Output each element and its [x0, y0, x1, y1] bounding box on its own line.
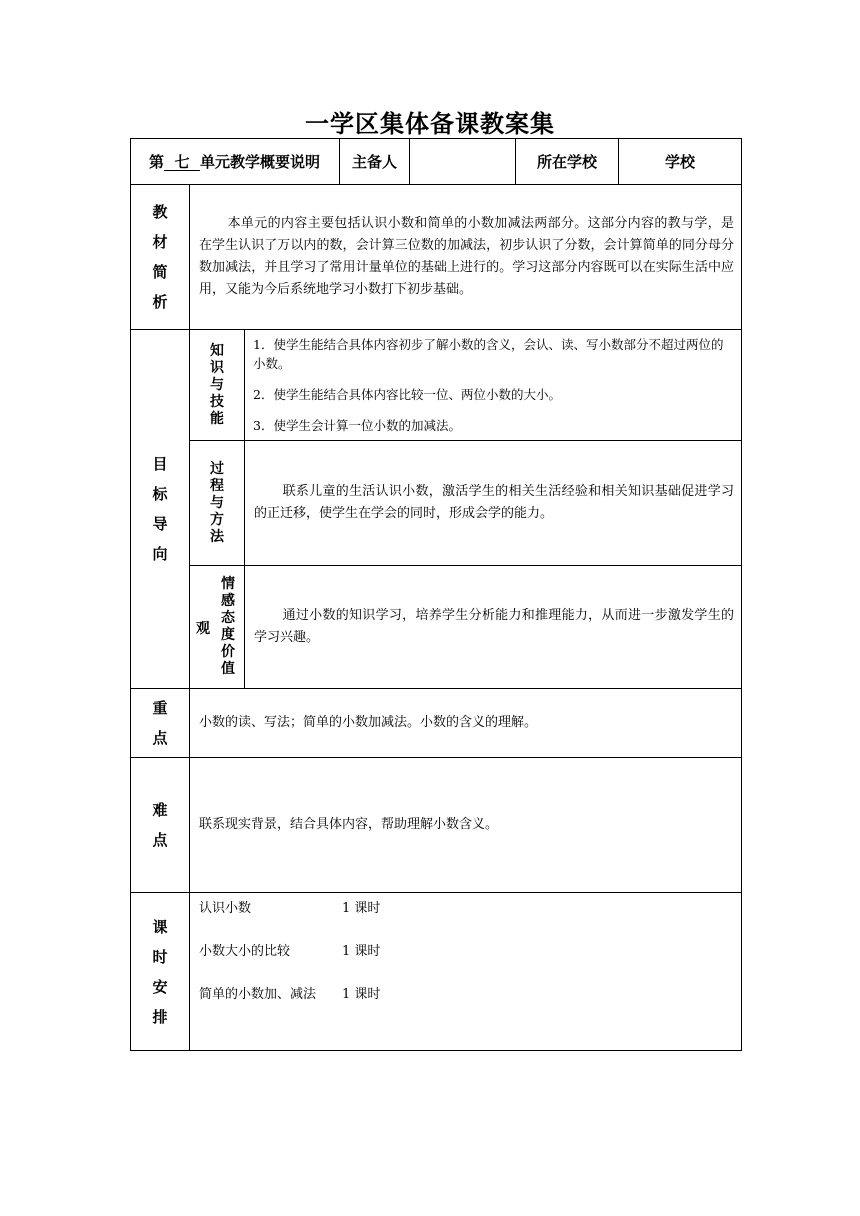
goal-knowledge-row [131, 330, 742, 441]
knowledge-label: 知识与技能 [209, 342, 224, 427]
schedule-item-hours: 1 课时 [342, 901, 381, 916]
difficulties-label-cell [131, 758, 190, 893]
emotion-label-extra: 观 [196, 621, 210, 637]
schedule-item-name: 认识小数 [199, 901, 252, 916]
difficulties-text: 联系现实背景，结合具体内容，帮助理解小数含义。 [190, 758, 742, 893]
schedule-item-hours: 1 课时 [342, 944, 381, 959]
key-points-label: 重点 [152, 699, 168, 747]
lesson-plan-table [130, 138, 742, 1051]
key-points-label-cell [131, 689, 190, 758]
goal-emotion-row [131, 566, 742, 689]
schedule-label: 课时安排 [152, 917, 168, 1026]
preparer-label: 主备人 [340, 139, 410, 185]
emotion-label: 情感态度价值 [220, 576, 235, 677]
knowledge-item: 2．使学生能结合具体内容比较一位、两位小数的大小。 [253, 387, 561, 402]
schedule-item [199, 940, 741, 983]
process-label: 过程与方法 [209, 460, 224, 545]
knowledge-item: 1．使学生能结合具体内容初步了解小数的含义，会认、读、写小数部分不超过两位的小数。 [253, 337, 724, 371]
preparer-value [410, 139, 516, 185]
schedule-item [199, 897, 741, 940]
material-row [131, 185, 742, 330]
key-points-row [131, 689, 742, 758]
unit-prefix: 第 [149, 153, 165, 171]
knowledge-label-cell [190, 330, 245, 441]
knowledge-item: 3．使学生会计算一位小数的加减法。 [253, 418, 461, 433]
process-text: 联系儿童的生活认识小数，激活学生的相关生活经验和相关知识基础促进学习的正迁移，使学生在学会的同时，形成会学的能力。 [245, 441, 742, 566]
goals-label: 目标导向 [152, 455, 168, 563]
unit-suffix: 单元教学概要说明 [199, 153, 320, 171]
emotion-label-cell [190, 566, 245, 689]
material-label: 教材简析 [152, 203, 168, 311]
key-points-text: 小数的读、写法；简单的小数加减法。小数的含义的理解。 [190, 689, 742, 758]
emotion-text: 通过小数的知识学习，培养学生分析能力和推理能力，从而进一步激发学生的学习兴趣。 [245, 566, 742, 689]
document-title: 一学区集体备课教案集 [305, 110, 555, 138]
difficulties-label: 难点 [152, 801, 168, 849]
schedule-list [190, 893, 742, 1051]
unit-number: 七 [174, 153, 190, 171]
schedule-item [199, 983, 741, 1026]
difficulties-row [131, 758, 742, 893]
material-label-cell [131, 185, 190, 330]
schedule-item-hours: 1 课时 [342, 987, 381, 1002]
unit-cell [131, 139, 340, 185]
schedule-row [131, 893, 742, 1051]
material-text: 本单元的内容主要包括认识小数和简单的小数加减法两部分。这部分内容的教与学，是在学生认识了万以内的数，会计算三位数的加减法，初步认识了分数，会计算简单的同分母分数加减法，并且学习了常用计量单位的基础上进行的。学习这部分内容既可以在实际生活中应用，又能为今后系统地学习小数打下初步基础。 [190, 185, 742, 330]
schedule-item-name: 小数大小的比较 [199, 944, 291, 959]
goals-label-cell [131, 330, 190, 689]
knowledge-list [245, 330, 742, 441]
schedule-label-cell [131, 893, 190, 1051]
school-value: 学校 [619, 139, 742, 185]
school-label: 所在学校 [516, 139, 619, 185]
process-label-cell [190, 441, 245, 566]
header-row [131, 139, 742, 185]
schedule-item-name: 简单的小数加、减法 [199, 987, 317, 1002]
goal-process-row [131, 441, 742, 566]
